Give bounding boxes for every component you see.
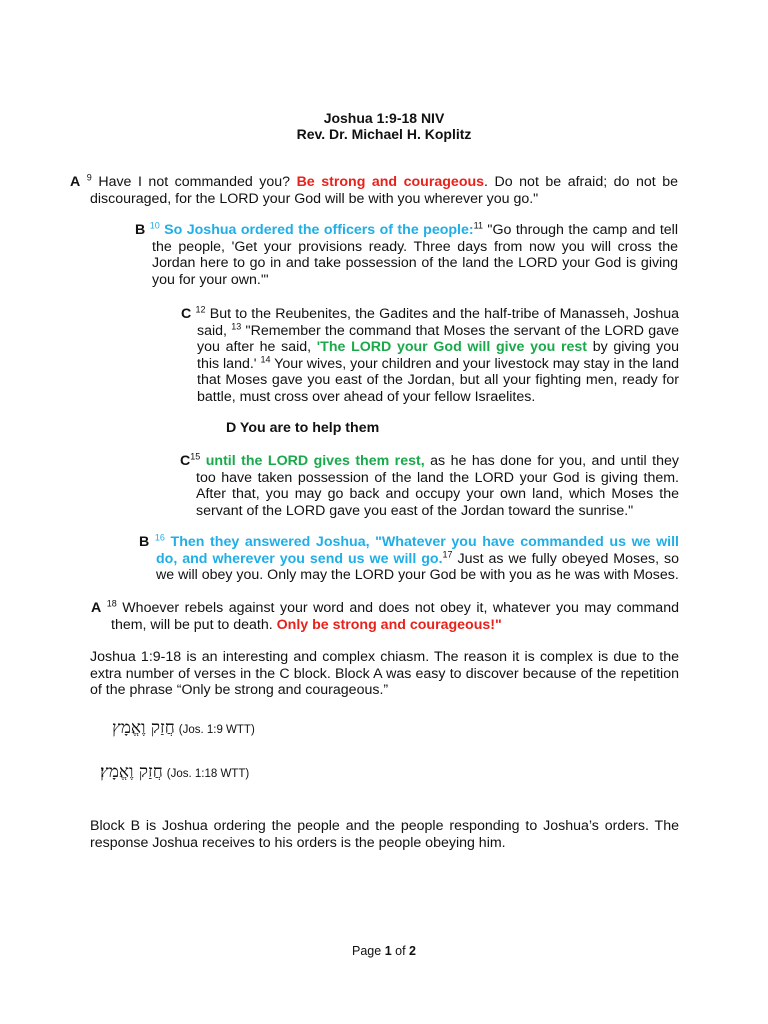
reference: (Jos. 1:18 WTT) bbox=[166, 768, 250, 780]
verse-text: as he has done for you, and until they too have taken possession of the land the LORD your God is giving them. After that, you may go back and occupy your own land, which Moses the servant of the LORD gave you east of the Jordan toward the sunrise." bbox=[196, 453, 679, 519]
verse-number: 11 bbox=[473, 220, 483, 231]
block-label: A bbox=[91, 600, 102, 616]
block-a1 bbox=[70, 174, 678, 207]
verse-number: 12 bbox=[195, 304, 206, 315]
block-label: A bbox=[70, 174, 81, 190]
verse-text: . Do not be afraid; do not be discouraged, for the LORD your God will be with you wherever you go." bbox=[90, 174, 679, 207]
block-c2 bbox=[180, 451, 679, 519]
block-label: B bbox=[139, 534, 150, 550]
highlight-red: Only be strong and courageous!" bbox=[276, 616, 502, 633]
verse-number: 18 bbox=[106, 598, 117, 609]
highlight-blue: Then they answered Joshua, "Whatever you have commanded us we will do, and wherever you send us we will go. bbox=[156, 534, 679, 567]
block-label: C bbox=[181, 306, 192, 322]
block-label: C bbox=[180, 453, 191, 469]
commentary-paragraph: Block B is Joshua ordering the people and the people responding to Joshua’s orders. The response Joshua receives to his orders is the people obeying him. bbox=[90, 818, 679, 851]
verse-text: Have I not commanded you? bbox=[91, 174, 297, 190]
block-a2 bbox=[91, 598, 679, 633]
verse-text: Whoever rebels against your word and does not obey it, whatever you may command them, will be put to death. bbox=[111, 600, 679, 633]
block-b1 bbox=[135, 220, 678, 288]
block-label: B bbox=[135, 222, 146, 238]
block-c1 bbox=[181, 304, 680, 406]
reference: (Jos. 1:9 WTT) bbox=[178, 724, 255, 736]
verse-text: "Go through the camp and tell the people, 'Get your provisions ready. Three days from now you will cross the Jordan here to go in and take possession of the land the LORD your God is giving you for your own.'" bbox=[152, 222, 678, 288]
verse-text: "Remember the command that Moses the servant of the LORD gave you after he said, bbox=[197, 322, 679, 356]
verse-text: by giving you this land.' bbox=[197, 339, 680, 372]
verse-number: 10 bbox=[149, 220, 160, 231]
block-b2 bbox=[139, 532, 679, 584]
commentary-paragraph: Joshua 1:9-18 is an interesting and complex chiasm. The reason it is complex is due to the extra number of verses in the C block. Block A was easy to discover because of the repetition of the phrase “Only be strong and courageous.” bbox=[90, 649, 679, 699]
verse-number: 13 bbox=[231, 320, 242, 331]
current-page-number: 1 bbox=[384, 944, 392, 958]
highlight-red: Be strong and courageous bbox=[296, 174, 485, 190]
highlight-green: 'The LORD your God will give you rest bbox=[316, 339, 588, 356]
document-author: Rev. Dr. Michael H. Koplitz bbox=[296, 126, 472, 142]
footer-prefix: Page bbox=[352, 944, 385, 958]
total-pages: 2 bbox=[409, 944, 416, 958]
hebrew-quote-1 bbox=[112, 720, 412, 739]
verse-number: 16 bbox=[154, 532, 165, 543]
verse-number: 15 bbox=[190, 451, 201, 462]
verse-text: But to the Reubenites, the Gadites and the half-tribe of Manasseh, Joshua said, bbox=[197, 306, 679, 339]
footer-of: of bbox=[391, 944, 410, 958]
highlight-blue: So Joshua ordered the officers of the people: bbox=[159, 222, 474, 238]
highlight-green: until the LORD gives them rest, bbox=[200, 453, 425, 469]
verse-text: Just as we fully obeyed Moses, so we will obey you. Only may the LORD your God be with you as he was with Moses. bbox=[156, 550, 679, 584]
verse-text: Your wives, your children and your livestock may stay in the land that Moses gave you east of the Jordan, but all your fighting men, ready for battle, must cross over ahead of your fellow Israelites. bbox=[197, 355, 680, 405]
verse-number: 9 bbox=[86, 172, 92, 183]
hebrew-text: חֲזַק וֶאֱמָץ׃ bbox=[100, 762, 163, 782]
verse-number: 14 bbox=[260, 354, 271, 365]
verse-number: 17 bbox=[442, 548, 453, 559]
hebrew-text: חֲזַק וֶאֱמָץ bbox=[112, 718, 175, 738]
block-d: D You are to help them bbox=[226, 420, 380, 436]
document-title: Joshua 1:9-18 NIV bbox=[323, 110, 445, 126]
hebrew-quote-2 bbox=[100, 764, 400, 783]
page-footer bbox=[0, 944, 768, 958]
